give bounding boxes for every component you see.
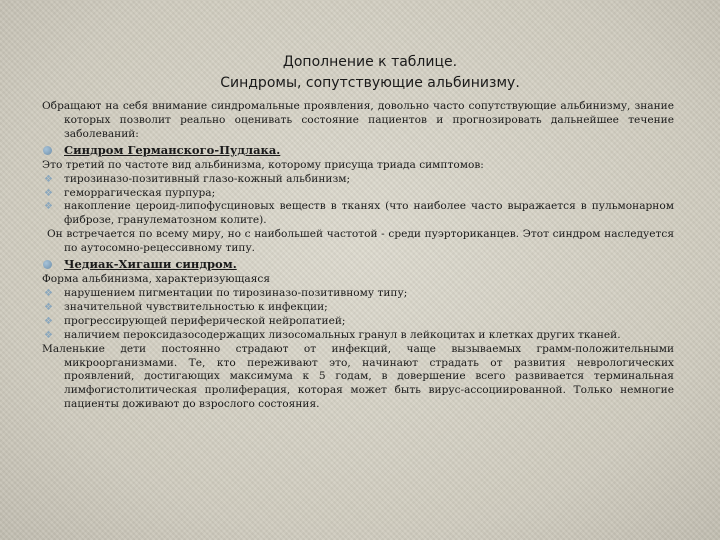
section-heading-chediak-higashi	[42, 256, 674, 273]
diamond-bullet-icon: ❖	[44, 329, 53, 341]
list-item-text: тирозиназо-позитивный глазо-кожный альбинизм;	[64, 172, 351, 185]
circle-bullet-icon	[43, 260, 52, 269]
section-note: Он встречается по всему миру, но с наибольшей частотой - среди пуэрториканцев. Этот синдром наследуется по аутосомно-рецессивному типу.	[47, 228, 674, 255]
intro-paragraph: Обращают на себя внимание синдромальные проявления, довольно часто сопутствующие альбинизму, знание которых позволит реально оценивать состояние пациентов и прогнозировать дальнейшее течение заболеваний:	[42, 100, 674, 140]
list-item	[42, 287, 674, 301]
list-item-text: нарушением пигментации по тирозиназо-позитивному типу;	[64, 286, 408, 299]
list-item	[42, 187, 674, 201]
section-lead: Форма альбинизма, характеризующаяся	[42, 273, 270, 286]
list-item	[42, 301, 674, 315]
diamond-bullet-icon: ❖	[44, 187, 53, 199]
list-item-text: значительной чувствительностью к инфекции;	[64, 300, 328, 313]
list-item-text: геморрагическая пурпура;	[64, 186, 216, 199]
section-lead: Это третий по частоте вид альбинизма, которому присуща триада симптомов:	[42, 158, 484, 171]
list-item-text: накопление цероид-липофусциновых веществ в тканях (что наиболее часто выражается в пульмонарном фиброзе, гранулематозном колите).	[64, 200, 674, 227]
circle-bullet-icon	[43, 146, 52, 155]
diamond-bullet-icon: ❖	[44, 287, 53, 299]
list-item-text: прогрессирующей периферической нейропатией;	[64, 314, 346, 327]
section-heading-text: Синдром Германского-Пудлака.	[64, 142, 281, 157]
list-item	[42, 173, 674, 187]
diamond-bullet-icon: ❖	[44, 201, 53, 213]
section-note: Маленькие дети постоянно страдают от инфекций, чаще вызываемых грамм-положительными микроорганизмами. Те, кто переживают это, начинают страдать от развития неврологических проявлений, достигающих максимума к 5 годам, в довершение всего развивается терминальная лимфогистолитическая пролиферация, которая может быть вирус-ассоциированной. Только немногие пациенты доживают до взрослого состояния.	[42, 342, 674, 411]
section-heading-hermansky-pudlak	[42, 142, 674, 159]
section-heading-text: Чедиак-Хигаши синдром.	[64, 257, 237, 272]
diamond-bullet-icon: ❖	[44, 173, 53, 185]
slide-content	[42, 100, 674, 412]
list-item	[42, 315, 674, 329]
list-item	[42, 329, 674, 343]
title-line-2: Синдромы, сопутствующие альбинизму.	[220, 75, 520, 91]
list-item	[42, 200, 674, 228]
diamond-bullet-icon: ❖	[44, 301, 53, 313]
slide-title	[0, 52, 720, 94]
diamond-bullet-icon: ❖	[44, 315, 53, 327]
list-item-text: наличием пероксидазосодержащих лизосомальных гранул в лейкоцитах и клетках других тканей.	[64, 328, 621, 341]
title-line-1: Дополнение к таблице.	[282, 54, 458, 70]
